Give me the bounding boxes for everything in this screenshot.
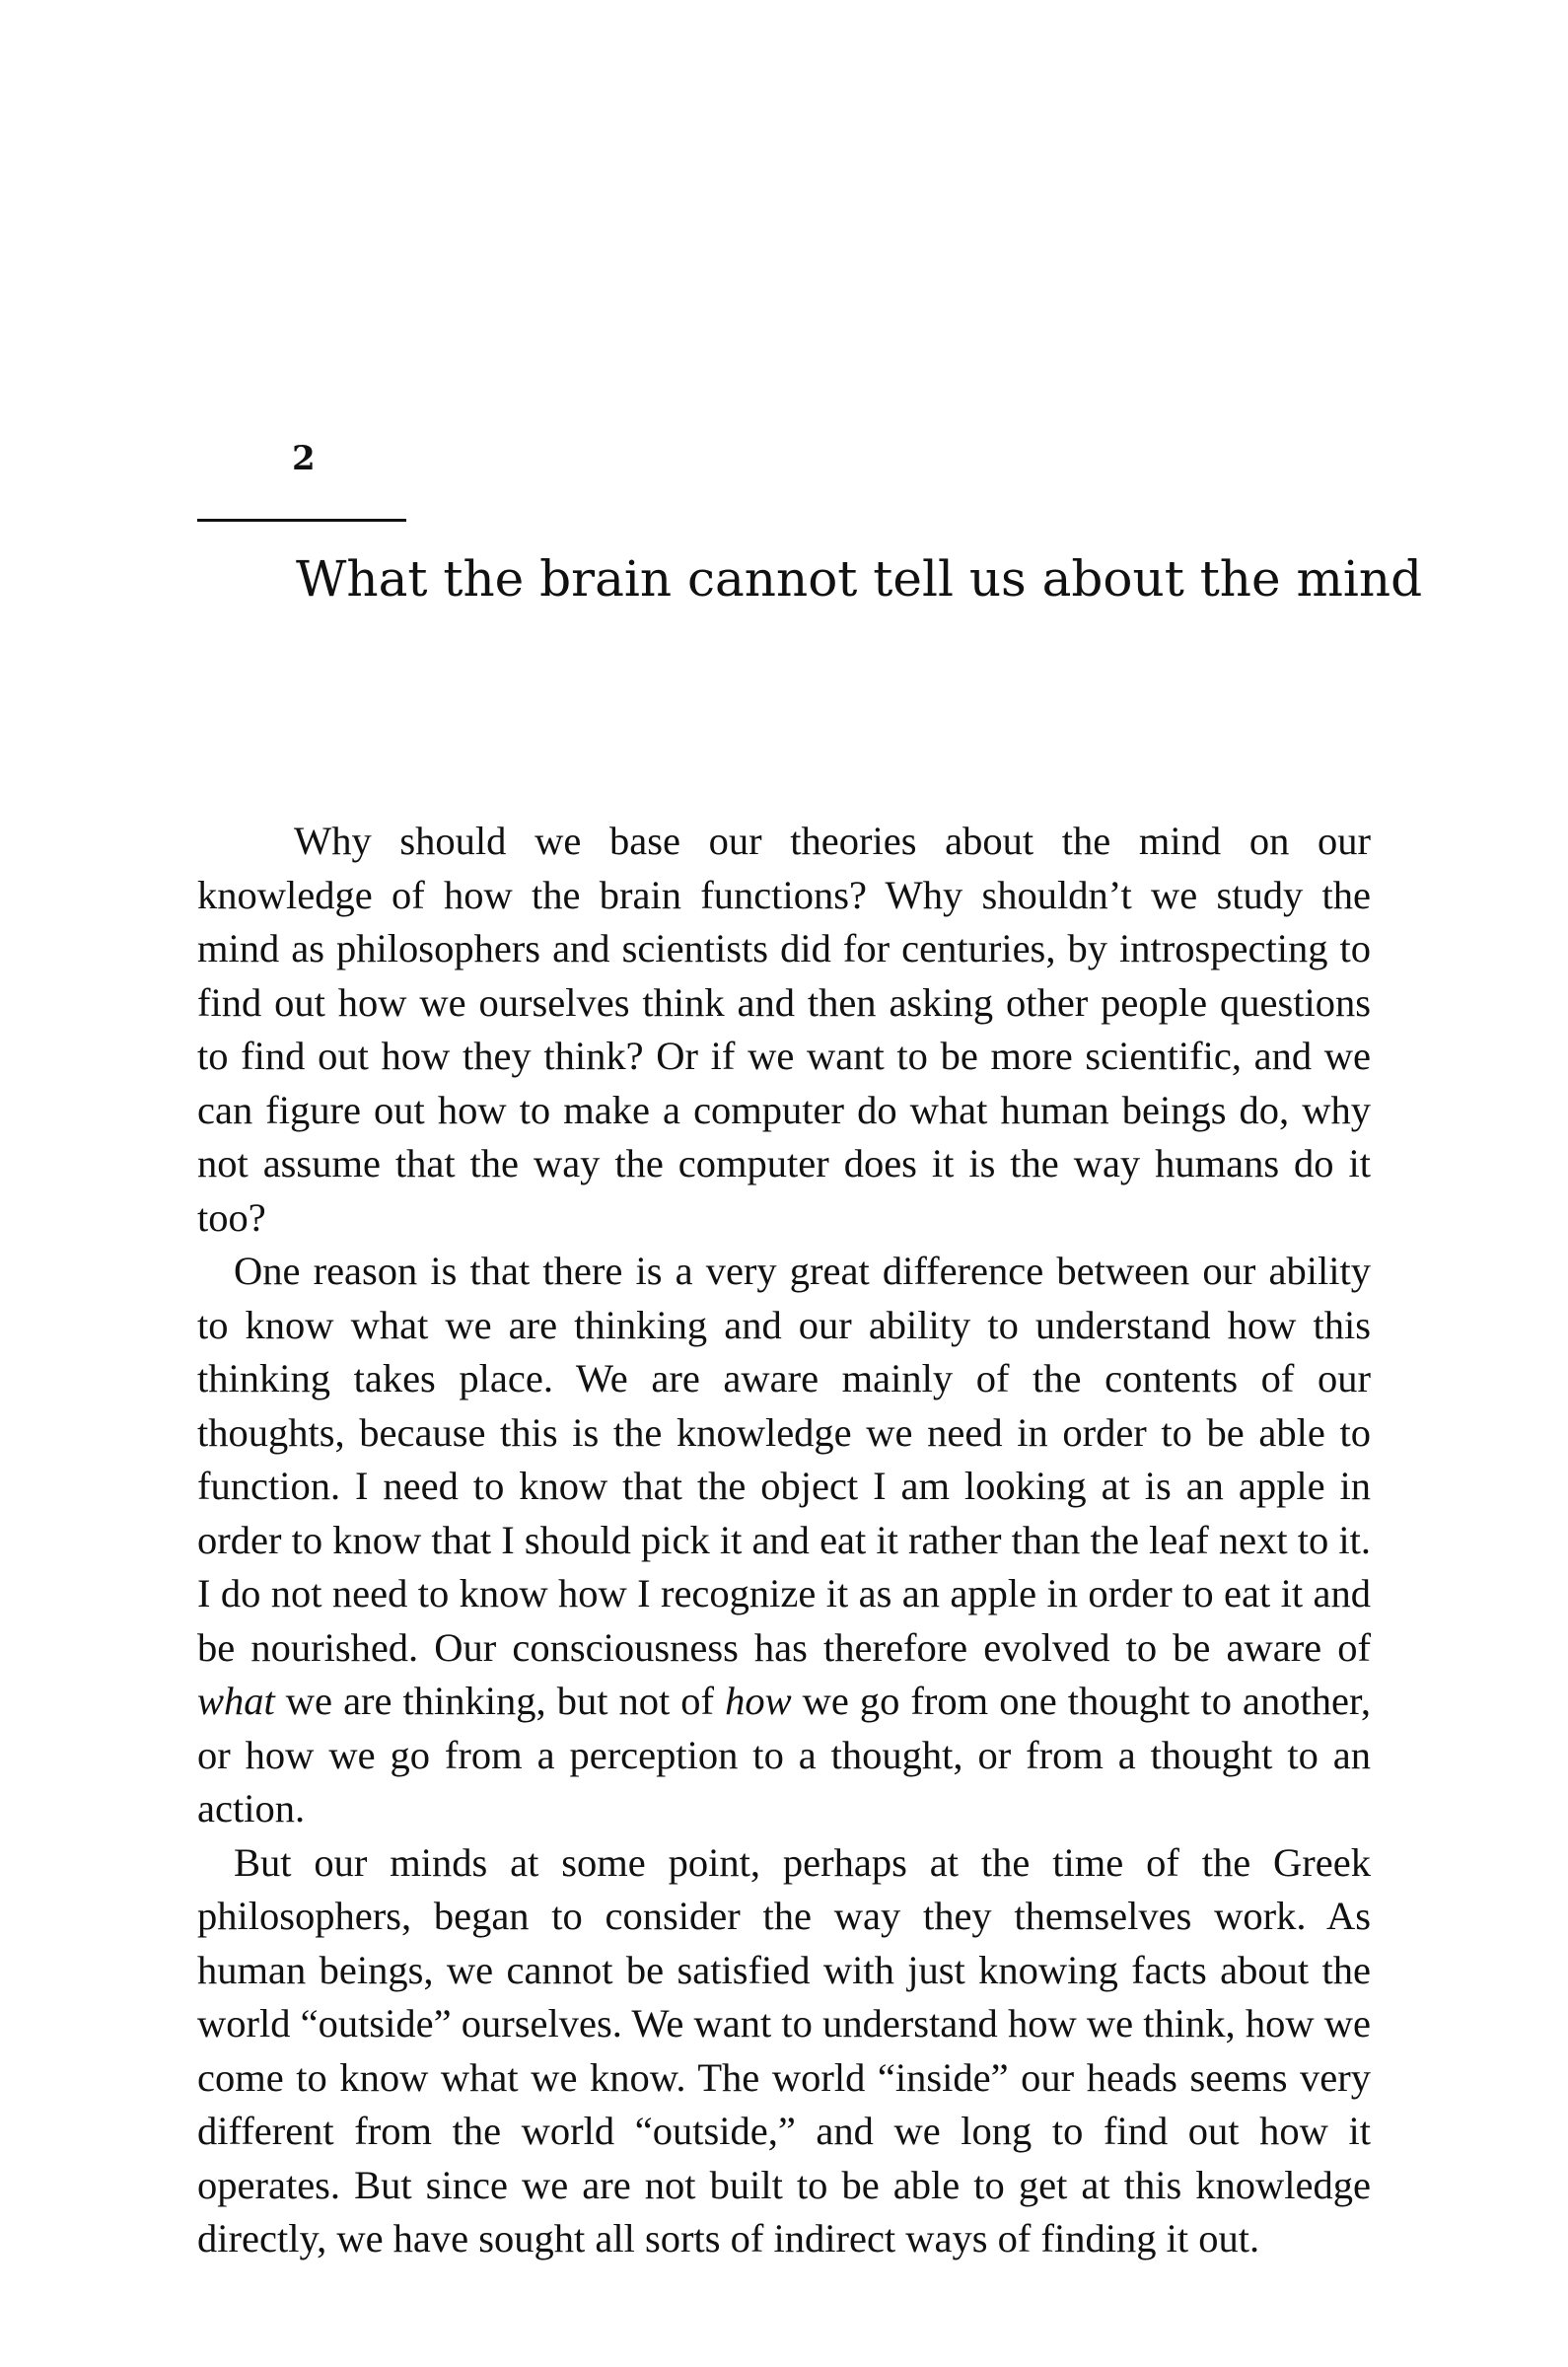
emphasis-how: how (725, 1679, 792, 1723)
chapter-body (197, 815, 1371, 2266)
chapter-title: What the brain cannot tell us about the mind (296, 550, 1423, 608)
paragraph-2-part-2: we are thinking, but not of (274, 1679, 726, 1723)
paragraph-2-part-1: One reason is that there is a very great difference between our ability to know what we are thinking and our ability to understand how this thinking takes place. We are aware mainly of the contents of our thoughts, because this is the knowledge we need in order to be able to function. I need to know that the object I am looking at is an apple in order to know that I should pick it and eat it rather than the leaf next to it. I do not need to know how I recognize it as an apple in order to eat it and be nourished. Our consciousness has therefore evolved to be aware of (197, 1249, 1371, 1670)
paragraph-3: But our minds at some point, perhaps at the time of the Greek philosophers, began to consider the way they themselves work. As human beings, we cannot be satisfied with just knowing facts about the world “outside” ourselves. We want to understand how we think, how we come to know what we know. The world “inside” our heads seems very different from the world “outside,” and we long to find out how it operates. But since we are not built to be able to get at this knowledge directly, we have sought all sorts of indirect ways of finding it out. (197, 1839, 1371, 2260)
chapter-rule (197, 519, 406, 522)
paragraph-1: Why should we base our theories about the mind on our knowledge of how the brain functions? Why shouldn’t we study the mind as philosophers and scientists did for centuries, by introspecting to find out how we ourselves think and then asking other people questions to find out how they think? Or if we want to be more scientific, and we can figure out how to make a computer do what human beings do, why not assume that the way the computer does it is the way humans do it too? (197, 819, 1371, 1240)
paragraph-2 (197, 1245, 1371, 1836)
chapter-number: 2 (292, 439, 316, 478)
emphasis-what: what (197, 1679, 275, 1723)
paragraph-2-part-3: we go from one thought to another, or how we go from a perception to a thought, or from a thought to an action. (197, 1679, 1371, 1830)
